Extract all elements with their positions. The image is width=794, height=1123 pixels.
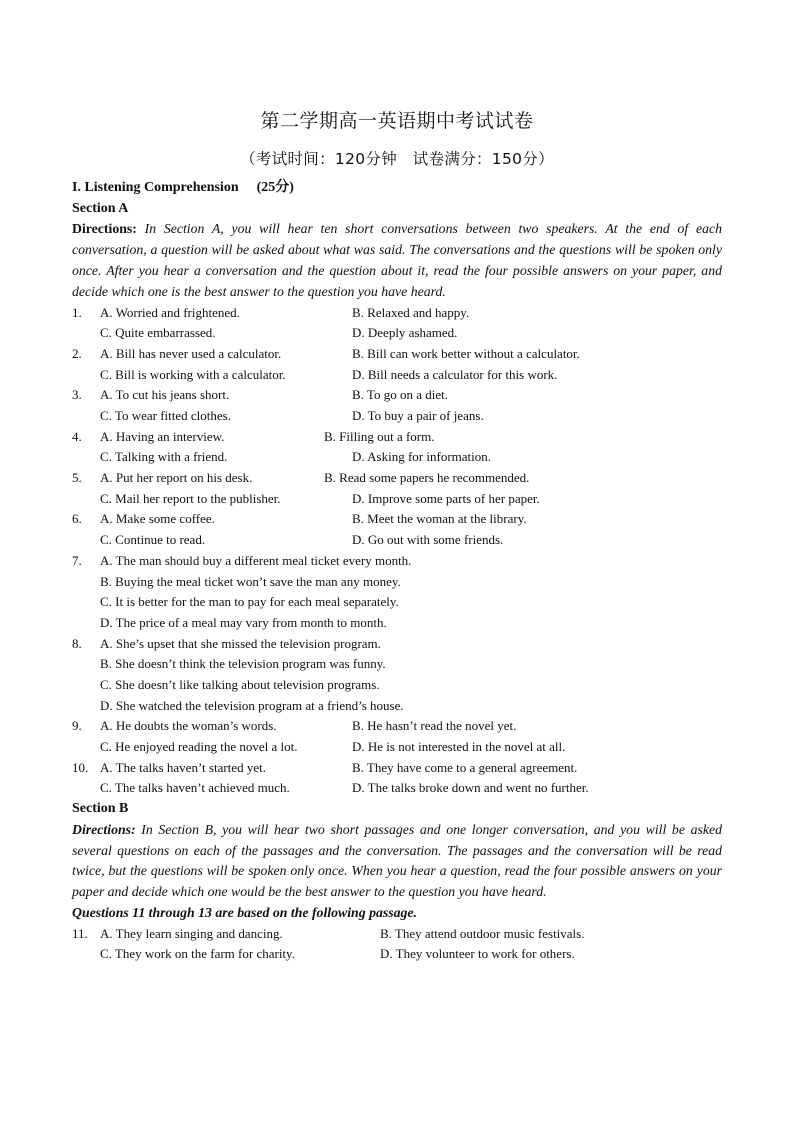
option-c: C. Bill is working with a calculator. xyxy=(100,366,286,382)
option-d: D. Go out with some friends. xyxy=(352,532,504,548)
question-8-row4 xyxy=(72,696,722,717)
option-c: C. She doesn’t like talking about television programs. xyxy=(100,676,380,692)
option-b: B. Filling out a form. xyxy=(324,428,435,444)
option-c: C. Talking with a friend. xyxy=(100,449,228,465)
section-b-directions xyxy=(72,820,722,903)
question-number: 9. xyxy=(72,718,82,734)
option-b: B. Relaxed and happy. xyxy=(352,304,470,320)
option-d: D. He is not interested in the novel at all. xyxy=(352,739,566,754)
option-a: A. He doubts the woman’s words. xyxy=(100,718,277,734)
question-number: 3. xyxy=(72,387,82,403)
option-d: D. Asking for information. xyxy=(352,449,492,465)
part-heading xyxy=(72,178,722,199)
directions-label: Directions: xyxy=(72,821,136,837)
question-6-row2 xyxy=(72,530,722,551)
question-2 xyxy=(72,344,722,365)
question-10-row2 xyxy=(72,778,722,799)
option-b: B. They attend outdoor music festivals. xyxy=(380,925,585,941)
question-1 xyxy=(72,303,722,324)
question-11 xyxy=(72,924,722,945)
question-2-row2 xyxy=(72,365,722,386)
question-7 xyxy=(72,551,722,572)
option-b: B. To go on a diet. xyxy=(352,387,448,403)
option-b: B. Buying the meal ticket won’t save the man any money. xyxy=(100,573,401,589)
question-7-row3 xyxy=(72,592,722,613)
question-9 xyxy=(72,716,722,737)
option-d: D. She watched the television program at a friend’s house. xyxy=(100,697,404,713)
question-number: 1. xyxy=(72,304,82,320)
section-b-heading: Section B xyxy=(72,801,129,817)
question-5 xyxy=(72,468,722,489)
option-c: C. To wear fitted clothes. xyxy=(100,408,231,423)
option-c: C. Continue to read. xyxy=(100,532,206,548)
question-8-row3 xyxy=(72,675,722,696)
option-a: A. Having an interview. xyxy=(100,428,225,444)
question-8-row2 xyxy=(72,654,722,675)
option-a: A. Worried and frightened. xyxy=(100,304,240,320)
page-title: 第二学期高一英语期中考试试卷 xyxy=(260,110,534,132)
question-7-row2 xyxy=(72,572,722,593)
option-d: D. Bill needs a calculator for this work. xyxy=(352,366,558,382)
option-d: D. The talks broke down and went no further. xyxy=(352,780,589,796)
option-d: D. Deeply ashamed. xyxy=(352,325,458,341)
question-4-row2 xyxy=(72,447,722,468)
option-c: C. They work on the farm for charity. xyxy=(100,946,295,962)
question-group-heading: Questions 11 through 13 are based on the following passage. xyxy=(72,904,417,920)
option-c: C. It is better for the man to pay for each meal separately. xyxy=(100,594,399,610)
question-number: 11. xyxy=(72,925,88,941)
question-number: 8. xyxy=(72,635,82,651)
exam-content xyxy=(72,178,722,965)
option-a: A. Put her report on his desk. xyxy=(100,470,253,486)
question-8 xyxy=(72,634,722,655)
option-b: B. Read some papers he recommended. xyxy=(324,470,530,486)
option-d: D. They volunteer to work for others. xyxy=(380,946,575,962)
option-b: B. Meet the woman at the library. xyxy=(352,511,527,527)
option-c: C. Mail her report to the publisher. xyxy=(100,490,281,506)
section-a-heading: Section A xyxy=(72,200,129,216)
option-a: A. To cut his jeans short. xyxy=(100,387,230,403)
question-5-row2 xyxy=(72,489,722,510)
question-number: 7. xyxy=(72,552,82,568)
option-d: D. Improve some parts of her paper. xyxy=(352,490,540,506)
question-number: 2. xyxy=(72,345,82,361)
question-3-row2 xyxy=(72,406,722,427)
option-a: A. The man should buy a different meal ticket every month. xyxy=(100,552,412,568)
option-d: D. The price of a meal may vary from month to month. xyxy=(100,614,387,630)
question-6 xyxy=(72,509,722,530)
question-3 xyxy=(72,385,722,406)
directions-text: In Section B, you will hear two short passages and one longer conversation, and you will be asked several questions on each of the passages and the conversation. The passages and the conversation will be read twice, but the questions will be spoken only once. When you hear a question, read the four possible answers on your paper and decide which one would be the best answer to the question you have heard. xyxy=(72,821,722,900)
directions-text: In Section A, you will hear ten short conversations between two speakers. At the end of each conversation, a question will be asked about what was said. The conversations and the questions will be spoken only once. After you hear a conversation and the question about it, read the four possible answers on your paper, and decide which one is the best answer to the question you have heard. xyxy=(72,221,722,299)
option-b: B. He hasn’t read the novel yet. xyxy=(352,718,517,734)
question-11-row2 xyxy=(72,944,722,965)
option-b: B. They have come to a general agreement. xyxy=(352,759,578,775)
question-number: 4. xyxy=(72,428,82,444)
option-d: D. To buy a pair of jeans. xyxy=(352,408,484,423)
option-c: C. Quite embarrassed. xyxy=(100,325,216,341)
question-1-row2 xyxy=(72,323,722,344)
part-title: I. Listening Comprehension xyxy=(72,180,239,195)
option-a: A. Make some coffee. xyxy=(100,511,215,527)
directions-label: Directions: xyxy=(72,221,137,237)
question-number: 6. xyxy=(72,511,82,527)
option-b: B. Bill can work better without a calculator. xyxy=(352,345,580,361)
question-number: 5. xyxy=(72,470,82,486)
question-7-row4 xyxy=(72,613,722,634)
part-score: (25分) xyxy=(256,180,294,195)
exam-info: （考试时间：120分钟 试卷满分：150分） xyxy=(240,150,554,168)
option-a: A. They learn singing and dancing. xyxy=(100,925,283,941)
option-c: C. The talks haven’t achieved much. xyxy=(100,780,290,796)
question-9-row2 xyxy=(72,737,722,758)
question-4 xyxy=(72,427,722,448)
question-number: 10. xyxy=(72,759,89,775)
option-c: C. He enjoyed reading the novel a lot. xyxy=(100,739,298,754)
option-b: B. She doesn’t think the television program was funny. xyxy=(100,656,386,672)
option-a: A. Bill has never used a calculator. xyxy=(100,345,282,361)
question-10 xyxy=(72,758,722,779)
section-a-directions xyxy=(72,219,722,302)
option-a: A. The talks haven’t started yet. xyxy=(100,759,266,775)
option-a: A. She’s upset that she missed the television program. xyxy=(100,635,381,651)
